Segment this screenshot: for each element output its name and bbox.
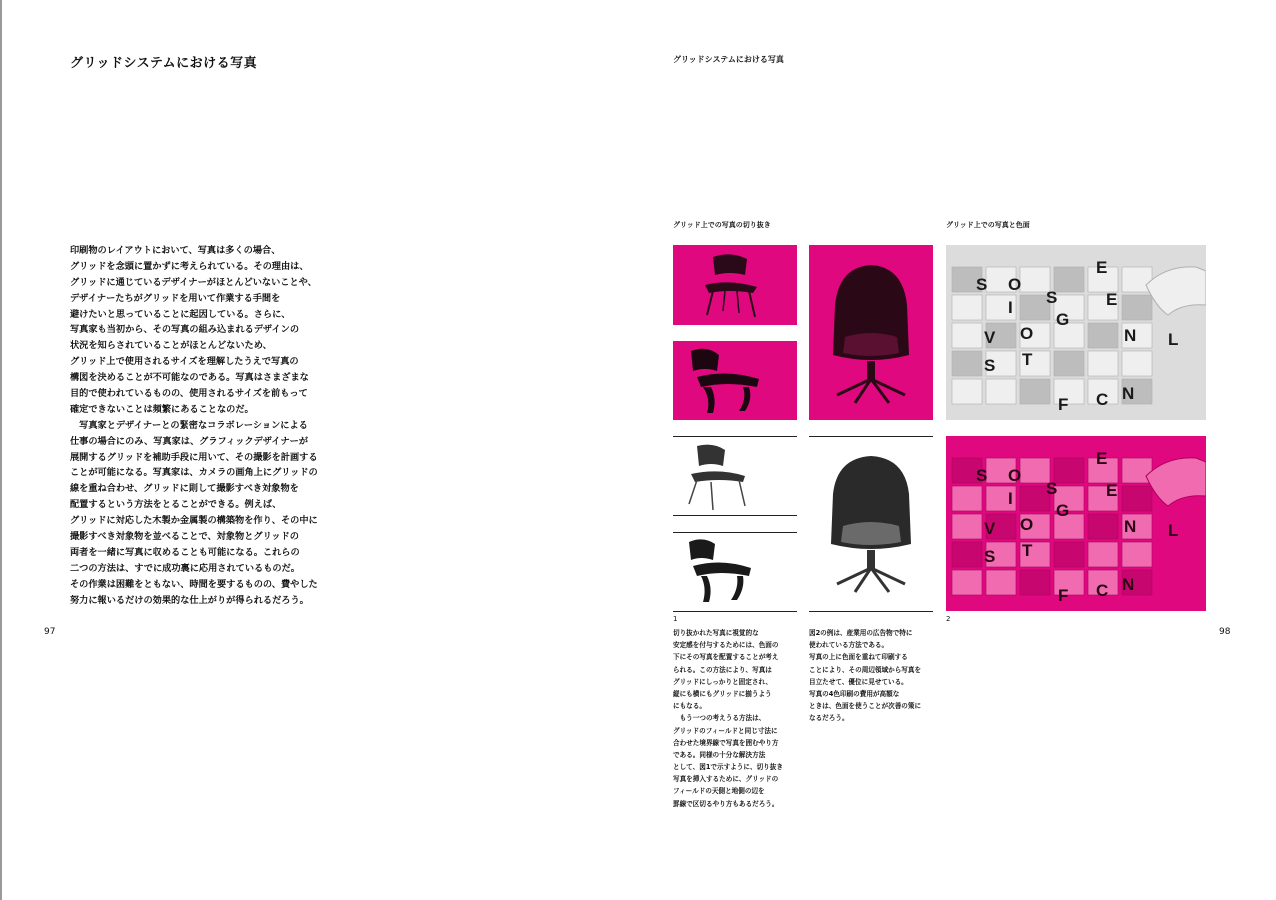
tile-letter: F — [1058, 586, 1069, 605]
tile-letter: E — [1096, 258, 1108, 277]
tile-letter: L — [1168, 330, 1179, 349]
field-rule-top — [673, 436, 797, 437]
caption-line: ことにより、その周辺領域から写真を — [809, 665, 922, 674]
tile-letter: I — [1008, 489, 1013, 508]
tile-letter: S — [1046, 288, 1058, 307]
photo-wooden-chair-cutout-1 — [673, 440, 797, 514]
caption-line: られる。この方法により、写真は — [673, 665, 772, 674]
body-text-line: グリッドに対応した木製か金属製の構築物を作り、その中に — [70, 515, 318, 527]
caption-line: 使われている方法である。 — [809, 641, 889, 650]
body-text-line: 写真家とデザイナーとの緊密なコラボレーションによる — [70, 419, 308, 431]
body-text-line: 展開するグリッドを補助手段に用いて、その撮影を計画する — [70, 451, 318, 463]
caption-line: なるだろう。 — [809, 714, 849, 723]
body-text-line: その作業は困難をともない、時間を要するものの、費やした — [70, 578, 318, 590]
page-number-left: 97 — [44, 627, 56, 637]
tile-letter: S — [984, 356, 996, 375]
tile-letter: N — [1124, 326, 1137, 345]
photo-wooden-chair-magenta-1 — [673, 245, 797, 325]
body-text-line: グリッド上で使用されるサイズを理解したうえで写真の — [70, 356, 299, 368]
field-rule-bottom-armchair — [809, 611, 933, 612]
caption-line: 縦にも横にもグリッドに揃うよう — [673, 689, 772, 698]
tile-letter: V — [984, 519, 996, 538]
tile-letter: O — [1020, 515, 1034, 534]
caption-line: ときは、色面を使うことが次善の策に — [809, 702, 922, 711]
left-page-body-text — [70, 243, 340, 608]
caption-line: グリッドにしっかりと固定され、 — [673, 677, 773, 686]
figure-2-caption — [809, 627, 921, 725]
caption-line: 切り抜かれた写真に視覚的な — [673, 629, 759, 637]
caption-line: 写真の4色印刷の費用が高額な — [809, 689, 900, 698]
tile-letter: L — [1168, 521, 1179, 540]
body-text-line: 二つの方法は、すでに成功裏に応用されているものだ。 — [70, 562, 300, 574]
caption-line: 図2の例は、産業用の広告物で特に — [809, 629, 913, 637]
caption-line: 罫線で区切るやり方もあるだろう。 — [673, 799, 779, 808]
tile-letter: V — [984, 328, 996, 347]
caption-line: 安定感を付与するためには、色面の — [673, 641, 779, 650]
field-rule-top-2 — [673, 532, 797, 533]
body-text-line: 線を重ね合わせ、グリッドに則して撮影すべき対象物を — [70, 483, 299, 495]
caption-line: もう一つの考えうる方法は、 — [673, 714, 766, 723]
body-text-line: 仕事の場合にのみ、写真家は、グラフィックデザイナーが — [70, 435, 309, 447]
tile-letter: N — [1124, 517, 1137, 536]
photo-armchair-cutout — [809, 440, 933, 608]
body-text-line: デザイナーたちがグリッドを用いて作業する手間を — [70, 292, 281, 304]
tile-letter: O — [1008, 275, 1022, 294]
photo-plywood-chair-magenta-2 — [673, 341, 797, 420]
caption-line: である。同様の十分な解決方法 — [673, 750, 766, 759]
body-text-line: グリッドに通じているデザイナーがほとんどいないことや、 — [70, 276, 317, 288]
tile-letter: T — [1022, 541, 1033, 560]
caption-line: 目立たせて、優位に見せている。 — [809, 677, 908, 686]
caption-line: グリッドのフィールドと同じ寸法に — [673, 726, 778, 735]
field-rule-bottom-2 — [673, 611, 797, 612]
figure-number-2: 2 — [946, 615, 951, 623]
caption-line: 写真の上に色面を重ねて印刷する — [809, 653, 908, 662]
body-text-line: 印刷物のレイアウトにおいて、写真は多くの場合、 — [70, 245, 281, 256]
caption-line: 合わせた境界線で写真を囲むやり方 — [673, 738, 779, 747]
body-text-line: 目的で使われているものの、使用されるサイズを前もって — [70, 388, 308, 400]
left-page-title: グリッドシステムにおける写真 — [70, 56, 258, 71]
photo-letter-tiles-magenta — [946, 436, 1206, 611]
tile-letter: T — [1022, 350, 1033, 369]
photo-letter-tiles-grayscale — [946, 245, 1206, 420]
body-text-line: 配置するという方法をとることができる。例えば、 — [70, 499, 282, 511]
tile-letter: G — [1056, 310, 1070, 329]
body-text-line: グリッドを念頭に置かずに考えられている。その理由は、 — [70, 260, 309, 272]
tile-letter: E — [1106, 290, 1118, 309]
field-rule-top-armchair — [809, 436, 933, 437]
right-page-running-title: グリッドシステムにおける写真 — [673, 55, 784, 64]
field-rule-bottom — [673, 515, 797, 516]
body-text-line: 両者を一緒に写真に収めることも可能になる。これらの — [70, 546, 300, 558]
tile-letter: I — [1008, 298, 1013, 317]
tile-letter: S — [1046, 479, 1058, 498]
body-text-line: 避けたいと思っていることに起因している。さらに、 — [70, 308, 291, 320]
body-text-line: 確定できないことは頻繁にあることなのだ。 — [70, 403, 254, 415]
body-text-line: ことが可能になる。写真家は、カメラの画角上にグリッドの — [70, 467, 318, 479]
caption-line: として、図1で示すように、切り抜き — [673, 763, 783, 772]
section-label-color-field: グリッド上での写真と色面 — [946, 221, 1030, 229]
figure-number-1: 1 — [673, 615, 678, 623]
section-label-cutout: グリッド上での写真の切り抜き — [673, 221, 771, 229]
caption-line: フィールドの天側と地側の辺を — [673, 787, 765, 796]
tile-letter: N — [1122, 384, 1135, 403]
tile-letter: E — [1106, 481, 1118, 500]
tile-letter: N — [1122, 575, 1135, 594]
tile-letter: O — [1008, 466, 1022, 485]
body-text-line: 構図を決めることが不可能なのである。写真はさまざまな — [70, 372, 309, 384]
tile-letter: S — [976, 275, 988, 294]
photo-plywood-chair-cutout-2 — [673, 536, 797, 608]
tile-letter: G — [1056, 501, 1070, 520]
tile-letter: S — [984, 547, 996, 566]
page-number-right: 98 — [1219, 627, 1231, 637]
tile-letter: C — [1096, 581, 1109, 600]
body-text-line: 写真家も当初から、その写真の組み込まれるデザインの — [70, 324, 300, 336]
tile-letter: O — [1020, 324, 1034, 343]
figure-1-caption — [673, 627, 783, 810]
body-text-line: 努力に報いるだけの効果的な仕上がりが得られるだろう。 — [70, 594, 309, 606]
tile-letter: F — [1058, 395, 1069, 414]
caption-line: 写真を挿入するために、グリッドの — [673, 775, 779, 784]
tile-letter: S — [976, 466, 988, 485]
book-spine-edge — [0, 0, 2, 900]
caption-line: 下にその写真を配置することが考え — [673, 653, 779, 662]
tile-letter: C — [1096, 390, 1109, 409]
caption-line: にもなる。 — [673, 702, 706, 711]
body-text-line: 状況を知らされていることがほとんどないため、 — [70, 340, 272, 352]
photo-armchair-magenta — [809, 245, 933, 420]
tile-letter: E — [1096, 449, 1108, 468]
body-text-line: 撮影すべき対象物を並べることで、対象物とグリッドの — [70, 531, 299, 543]
